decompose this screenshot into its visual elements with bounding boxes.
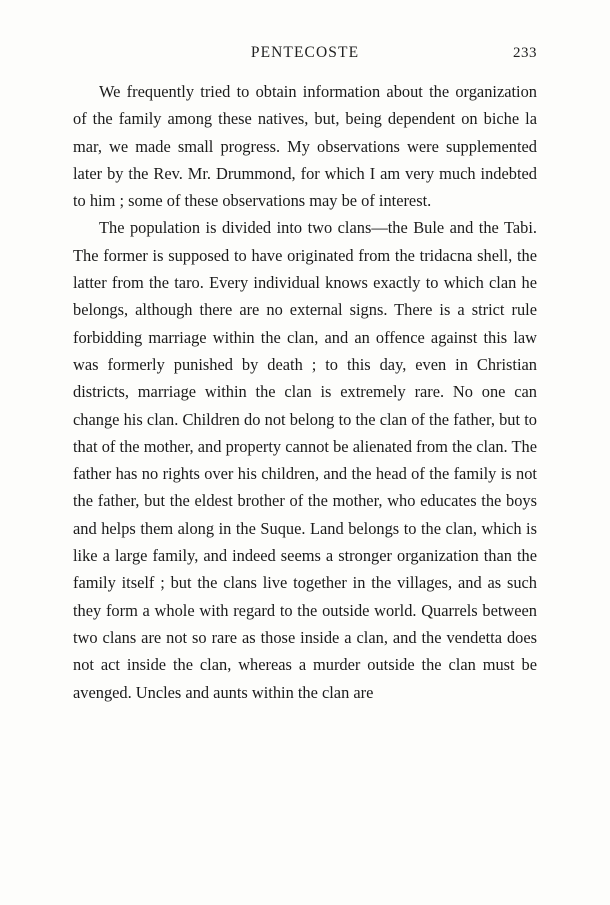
running-head <box>0 44 610 64</box>
paragraph: We frequently tried to obtain information about the organization of the family among these natives, but, being dependent on biche la mar, we made small progress. My observations were supplemented later by the Rev. Mr. Drummond, for which I am very much indebted to him ; some of these observations may be of interest. <box>73 82 537 211</box>
running-head-title: PENTECOSTE <box>250 44 360 61</box>
page-body <box>73 78 537 706</box>
paragraph: The population is divided into two clans—the Bule and the Tabi. The former is supposed to have originated from the tridacna shell, the latter from the taro. Every individual knows exactly to which clan he belongs, although there are no external signs. There is a strict rule forbidding marriage within the clan, and an offence against this law was formerly punished by death ; to this day, even in Christian districts, marriage within the clan is extremely rare. No one can change his clan. Children do not belong to the clan of the father, but to that of the mother, and property cannot be alienated from the clan. The father has no rights over his children, and the head of the family is not the father, but the eldest brother of the mother, who educates the boys and helps them along in the Suque. Land belongs to the clan, which is like a large family, and indeed seems a stronger organization than the family itself ; but the clans live together in the villages, and as such they form a whole with regard to the outside world. Quarrels between two clans are not so rare as those inside a clan, and the vendetta does not act inside the clan, whereas a murder outside the clan must be avenged. Uncles and aunts within the clan are <box>73 218 537 702</box>
page-number: 233 <box>513 45 537 61</box>
